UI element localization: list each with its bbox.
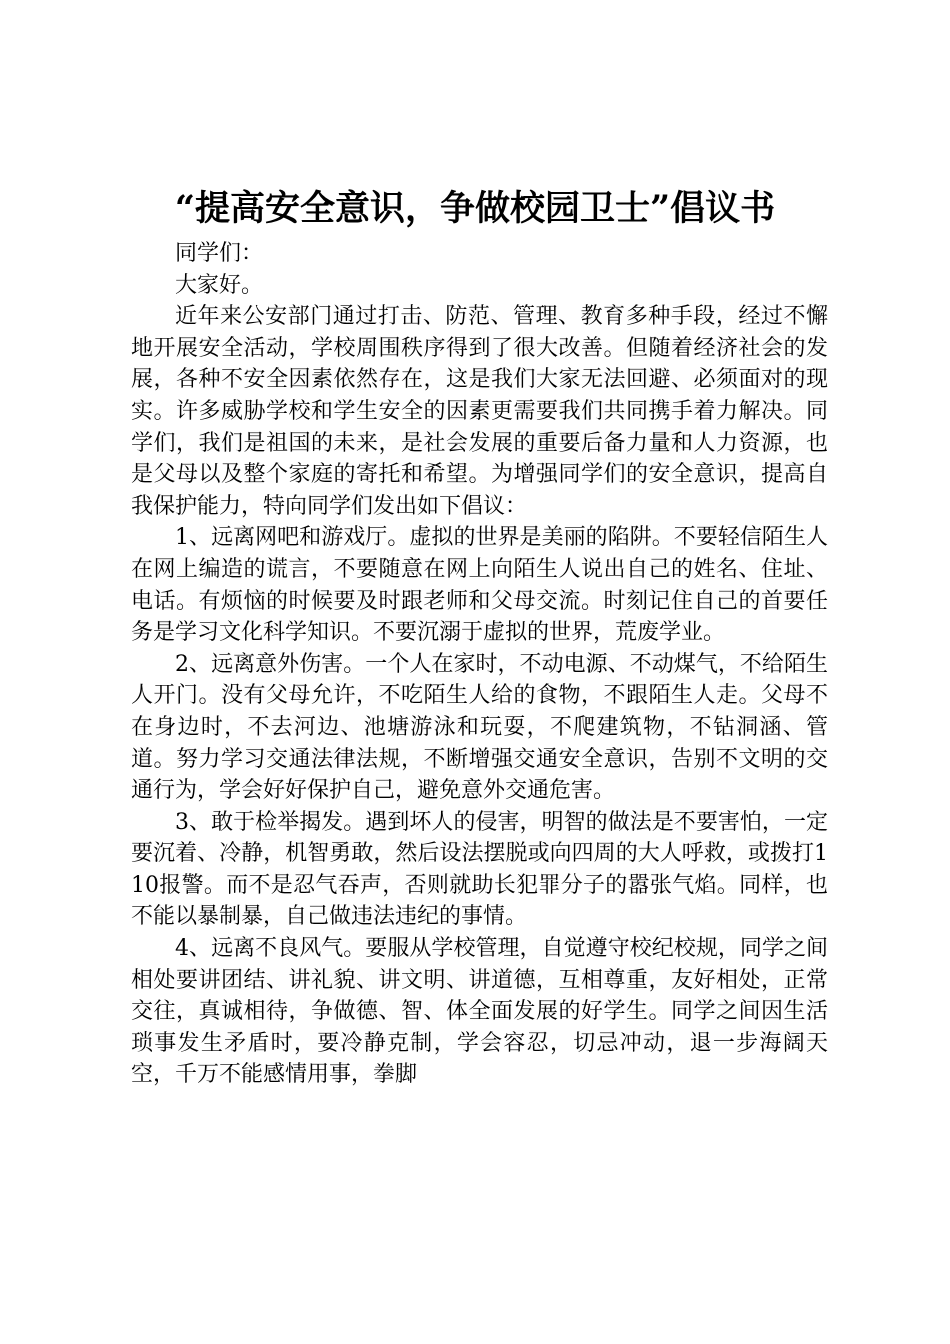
document-title: “提高安全意识，争做校园卫士”倡议书 (174, 188, 776, 229)
document-body (131, 238, 828, 1091)
paragraph-item-3: 3、敢于检举揭发。遇到坏人的侵害，明智的做法是不要害怕，一定要沉着、冷静，机智勇敢，然后设法摆脱或向四周的大人呼救，或拨打110报警。而不是忍气吞声，否则就助长犯罪分子的嚣张气焰。同样，也不能以暴制暴，自己做违法违纪的事情。 (131, 809, 828, 930)
paragraph-item-2: 2、远离意外伤害。一个人在家时，不动电源、不动煤气，不给陌生人开门。没有父母允许，不吃陌生人给的食物，不跟陌生人走。父母不在身边时，不去河边、池塘游泳和玩耍，不爬建筑物，不钻洞涵、管道。努力学习交通法律法规，不断增强交通安全意识，告别不文明的交通行为，学会好好保护自己，避免意外交通危害。 (131, 651, 828, 804)
paragraph-intro: 近年来公安部门通过打击、防范、管理、教育多种手段，经过不懈地开展安全活动，学校周围秩序得到了很大改善。但随着经济社会的发展，各种不安全因素依然存在，这是我们大家无法回避、必须面对的现实。许多威胁学校和学生安全的因素更需要我们共同携手着力解决。同学们，我们是祖国的未来，是社会发展的重要后备力量和人力资源，也是父母以及整个家庭的寄托和希望。为增强同学们的安全意识，提高自我保护能力，特向同学们发出如下倡议： (131, 304, 828, 519)
greeting: 大家好。 (175, 272, 264, 298)
paragraph-item-1: 1、远离网吧和游戏厅。虚拟的世界是美丽的陷阱。不要轻信陌生人在网上编造的谎言，不要随意在网上向陌生人说出自己的姓名、住址、电话。有烦恼的时候要及时跟老师和父母交流。时刻记住自己的首要任务是学习文化科学知识。不要沉溺于虚拟的世界，荒废学业。 (131, 525, 828, 646)
paragraph-item-4: 4、远离不良风气。要服从学校管理，自觉遵守校纪校规，同学之间相处要讲团结、讲礼貌、讲文明、讲道德，互相尊重，友好相处，正常交往，真诚相待，争做德、智、体全面发展的好学生。同学之间因生活琐事发生矛盾时，要冷静克制，学会容忍，切忌冲动，退一步海阔天空，千万不能感情用事，拳脚 (131, 936, 828, 1088)
salutation: 同学们： (175, 241, 264, 266)
